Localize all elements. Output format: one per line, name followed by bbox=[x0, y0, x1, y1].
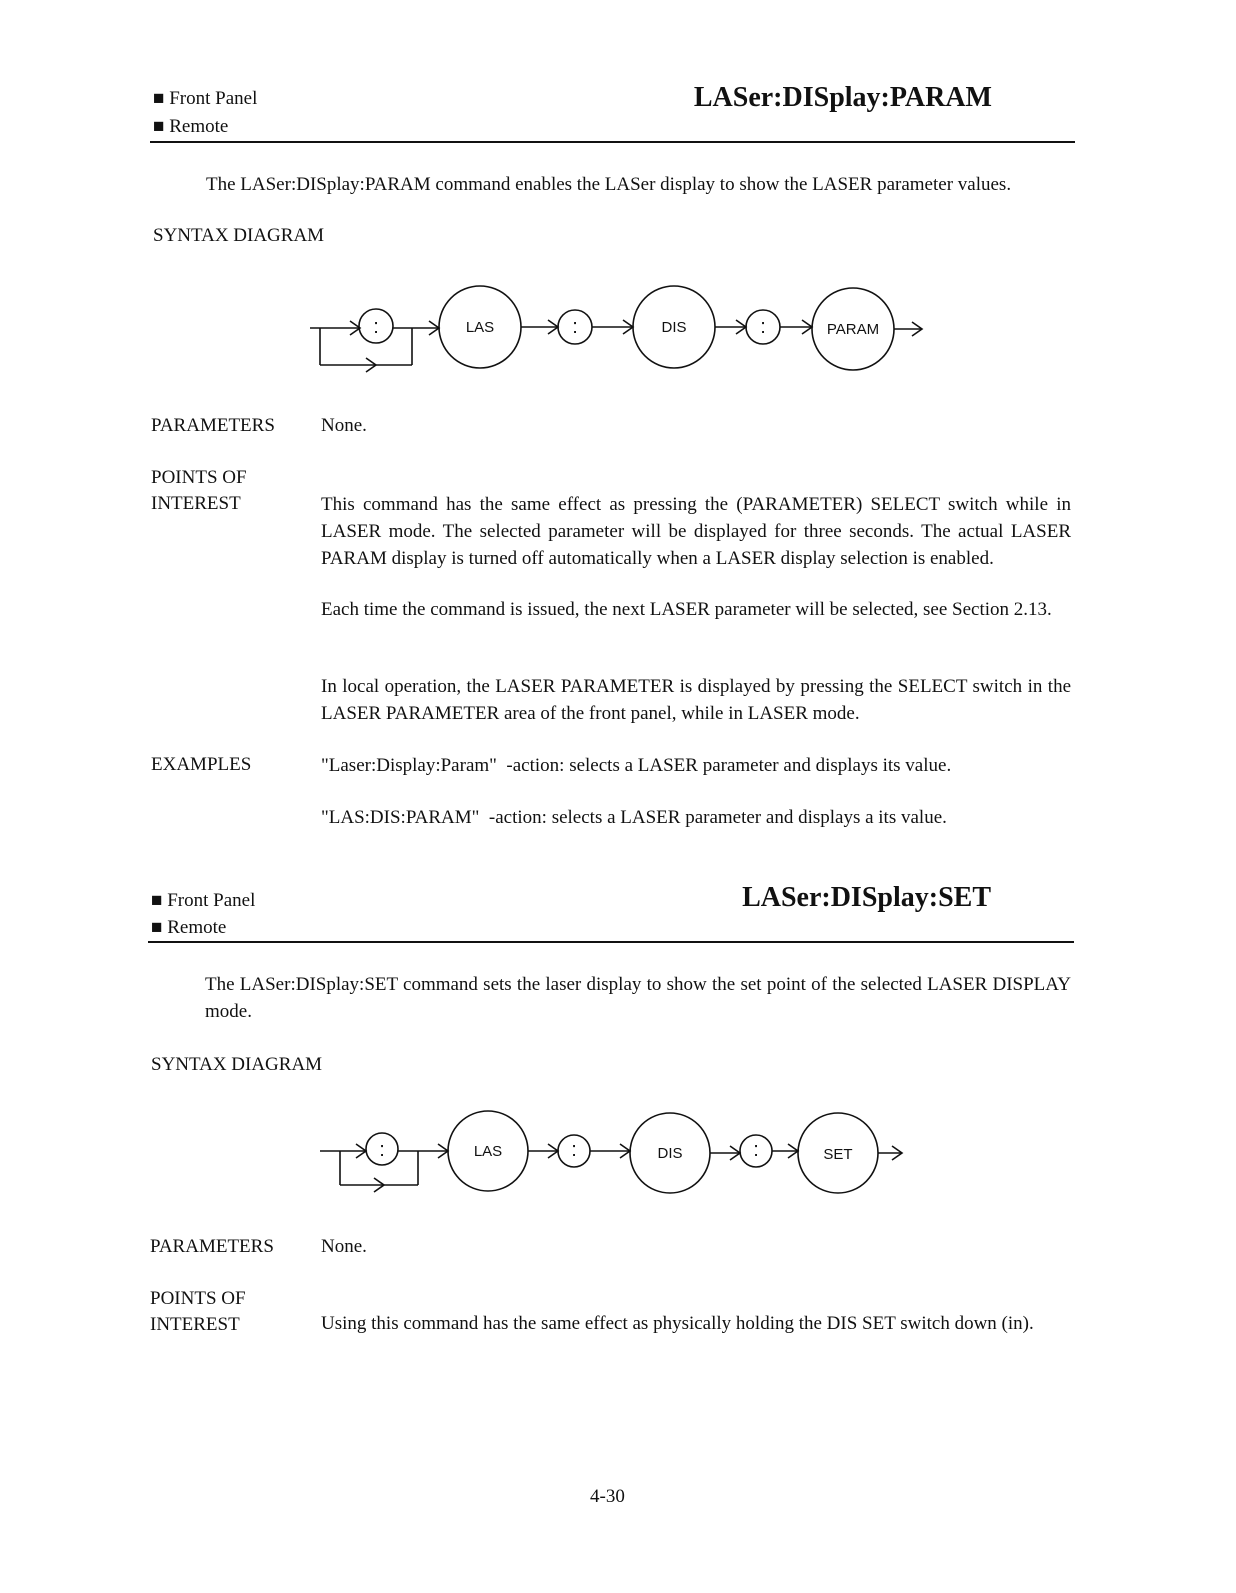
mode-remote: ■ Remote bbox=[151, 917, 227, 938]
syntax-colon: : bbox=[571, 1139, 577, 1161]
mode-front-panel: ■ Front Panel bbox=[151, 890, 256, 911]
parameters-label: PARAMETERS bbox=[151, 415, 275, 436]
syntax-token-dis: DIS bbox=[657, 1145, 683, 1162]
poi-label-line1: POINTS OF bbox=[150, 1288, 246, 1309]
command-description: The LASer:DISplay:SET command sets the laser display to show the set point of the selected LASER DISPLAY mode. bbox=[205, 974, 1071, 1022]
mode-front-panel: ■ Front Panel bbox=[153, 88, 258, 109]
poi-paragraph-1: This command has the same effect as pressing the (PARAMETER) SELECT switch while in LASER mode. The selected parameter will be displayed for three seconds. The actual LASER PARAM display is turned off automatically when a LASER display selection is enabled. bbox=[321, 494, 1071, 569]
example-line: "Laser:Display:Param" -action: selects a LASER parameter and displays its value. bbox=[321, 755, 952, 776]
examples-label: EXAMPLES bbox=[151, 754, 252, 775]
syntax-colon: : bbox=[379, 1139, 385, 1161]
parameters-label: PARAMETERS bbox=[150, 1236, 274, 1257]
bullet-square-icon: ■ bbox=[153, 116, 165, 137]
syntax-token-las: LAS bbox=[465, 319, 495, 336]
page-number: 4-30 bbox=[590, 1486, 625, 1507]
syntax-token-dis: DIS bbox=[661, 319, 687, 336]
command-description: The LASer:DISplay:PARAM command enables the LASer display to show the LASER parameter values. bbox=[206, 174, 1012, 195]
syntax-colon: : bbox=[572, 316, 578, 338]
parameters-value: None. bbox=[321, 415, 367, 436]
poi-paragraph-3: In local operation, the LASER PARAMETER is displayed by pressing the SELECT switch in the LASER PARAMETER area of the front panel, while in LASER mode. bbox=[321, 676, 1071, 724]
syntax-diagram bbox=[290, 278, 950, 388]
bullet-square-icon: ■ bbox=[151, 917, 163, 938]
poi-label-line1: POINTS OF bbox=[151, 467, 247, 488]
syntax-heading: SYNTAX DIAGRAM bbox=[153, 225, 325, 246]
syntax-token-param: PARAM bbox=[826, 321, 880, 338]
syntax-colon: : bbox=[753, 1139, 759, 1161]
poi-paragraph-1: Using this command has the same effect as physically holding the DIS SET switch down (in). bbox=[321, 1313, 1034, 1334]
poi-label-line2: INTEREST bbox=[150, 1314, 240, 1335]
header-rule bbox=[150, 141, 1075, 143]
syntax-token-set: SET bbox=[823, 1146, 853, 1163]
example-line: "LAS:DIS:PARAM" -action: selects a LASER parameter and displays a its value. bbox=[321, 807, 947, 828]
bullet-square-icon: ■ bbox=[153, 88, 165, 109]
header-rule bbox=[148, 941, 1074, 943]
command-title: LASer:DISplay:PARAM bbox=[693, 82, 992, 113]
parameters-value: None. bbox=[321, 1236, 367, 1257]
syntax-colon: : bbox=[373, 316, 379, 338]
syntax-token-las: LAS bbox=[473, 1143, 503, 1160]
bullet-square-icon: ■ bbox=[151, 890, 163, 911]
command-title: LASer:DISplay:SET bbox=[742, 882, 991, 913]
poi-label-line2: INTEREST bbox=[151, 493, 241, 514]
syntax-colon: : bbox=[760, 316, 766, 338]
poi-paragraph-2: Each time the command is issued, the next LASER parameter will be selected, see Section 2.13. bbox=[321, 599, 1052, 620]
syntax-diagram bbox=[300, 1103, 920, 1203]
mode-remote: ■ Remote bbox=[153, 116, 229, 137]
syntax-heading: SYNTAX DIAGRAM bbox=[151, 1054, 323, 1075]
